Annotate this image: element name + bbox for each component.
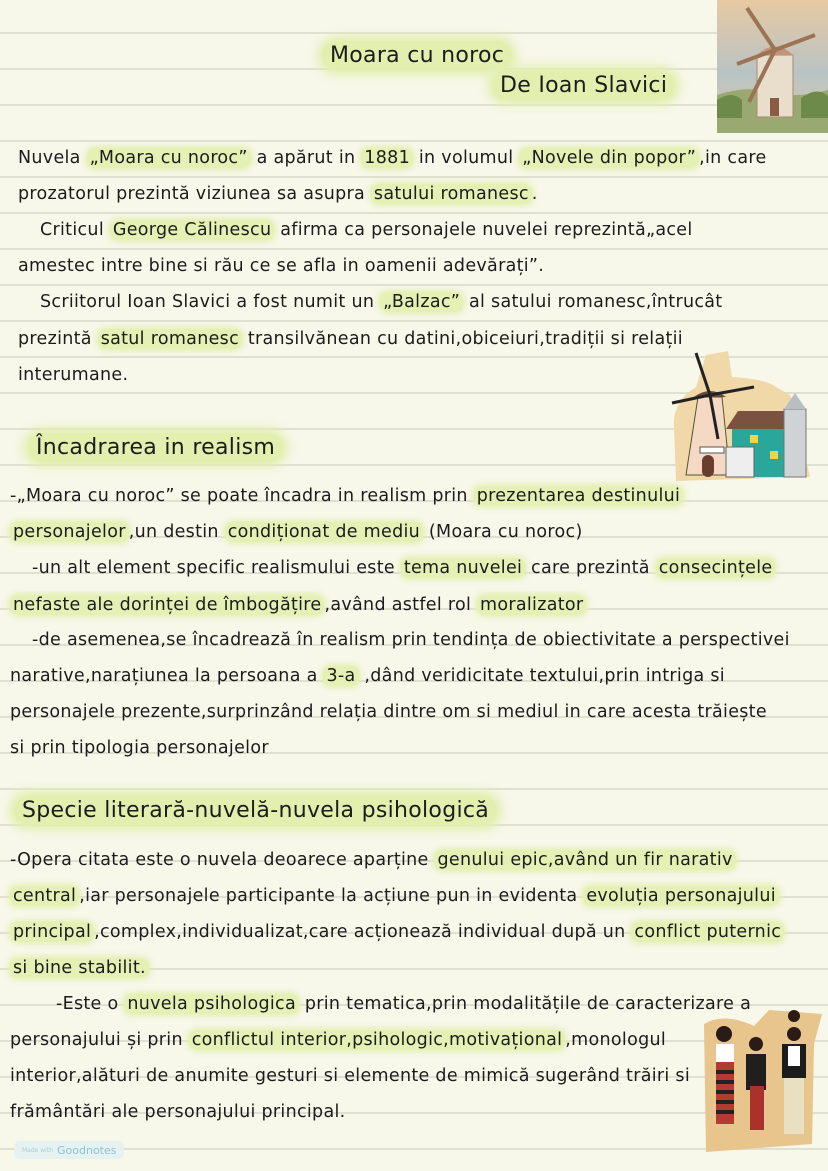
text: ,iar personajele participante la acțiune pun in evidenta: [79, 886, 584, 906]
badge-brand: Goodnotes: [57, 1143, 117, 1157]
realism-line-6: [10, 664, 725, 688]
text: -un alt element specific realismului este: [32, 558, 401, 578]
text: si prin tipologia personajelor: [10, 738, 269, 758]
section-heading-realism: [28, 436, 283, 460]
text: care prezintă: [525, 558, 656, 578]
windmill-painting-image: [717, 0, 828, 133]
intro-line-7: [18, 363, 128, 387]
text: -Este o: [56, 994, 125, 1014]
species-line-7: [10, 1064, 690, 1088]
species-line-6: [10, 1028, 666, 1052]
highlight: genului epic,având un fir narativ: [434, 850, 735, 870]
text: Nuvela: [18, 148, 87, 168]
text: interumane.: [18, 365, 129, 385]
realism-line-8: [10, 736, 269, 760]
highlight: tema nuvelei: [401, 558, 525, 578]
realism-line-2: [10, 520, 583, 544]
text: prin tematica,prin modalitățile de caracterizare a: [298, 994, 752, 1014]
highlight: consecințele: [656, 558, 776, 578]
highlight: satul romanesc: [98, 329, 242, 349]
text: personajului și prin: [10, 1030, 189, 1050]
realism-line-1: [10, 484, 683, 508]
highlight: central: [10, 886, 79, 906]
highlight: prezentarea destinului: [474, 486, 684, 506]
species-line-8: [10, 1100, 346, 1124]
note-title: [322, 44, 512, 68]
text: ,complex,individualizat,care acționează individual după un: [94, 922, 632, 942]
realism-line-5: [32, 628, 790, 652]
traditional-family-sticker: [694, 1004, 824, 1154]
windmill-house-sticker: [666, 347, 816, 483]
highlight: condiționat de mediu: [225, 522, 423, 542]
text: al satului romanesc,întrucât: [463, 292, 723, 312]
highlight: nuvela psihologica: [124, 994, 299, 1014]
text: prozatorul prezintă viziunea sa asupra: [18, 184, 371, 204]
realism-line-3: [32, 556, 775, 580]
author-text: De Ioan Slavici: [492, 71, 675, 100]
text: personajele prezente,surprinzând relația dintre om si mediul in care acesta trăiește: [10, 702, 767, 722]
highlight: „Balzac”: [380, 292, 463, 312]
text: Scriitorul Ioan Slavici a fost numit un: [40, 292, 381, 312]
highlight: „Novele din popor”: [519, 148, 699, 168]
text: in volumul: [413, 148, 520, 168]
species-line-4: [10, 956, 149, 980]
intro-line-6: [18, 327, 683, 351]
highlight: si bine stabilit.: [10, 958, 149, 978]
highlight: moralizator: [477, 595, 586, 615]
species-line-2: [10, 884, 779, 908]
text: .: [531, 184, 538, 204]
species-line-1: [10, 848, 736, 872]
highlight: 3-a: [323, 666, 358, 686]
intro-line-4: [18, 254, 544, 278]
text: transilvănean cu datini,obiceiuri,tradiții si relații: [242, 329, 683, 349]
highlight: „Moara cu noroc”: [87, 148, 251, 168]
text: Criticul: [40, 220, 110, 240]
title-text: Moara cu noroc: [322, 41, 512, 70]
section-heading-species: [14, 799, 497, 823]
realism-line-4: [10, 593, 586, 617]
text: ,monologul: [565, 1030, 667, 1050]
text: ,in care: [699, 148, 767, 168]
intro-line-5: [40, 290, 722, 314]
intro-line-2: [18, 182, 538, 206]
realism-line-7: [10, 700, 767, 724]
species-line-5: [56, 992, 751, 1016]
text: interior,alături de anumite gesturi si elemente de mimică sugerând trăiri si: [10, 1066, 690, 1086]
text: frământări ale personajului principal.: [10, 1102, 346, 1122]
text: ,un destin: [128, 522, 225, 542]
species-line-3: [10, 920, 784, 944]
highlight: personajelor: [10, 522, 129, 542]
text: afirma ca personajele nuvelei reprezintă„acel: [274, 220, 693, 240]
text: amestec intre bine si rău ce se afla in oamenii adevărați”.: [18, 256, 545, 276]
goodnotes-watermark: [14, 1141, 124, 1159]
text: -„Moara cu noroc” se poate încadra in realism prin: [10, 486, 474, 506]
text: -Opera citata este o nuvela deoarece aparține: [10, 850, 435, 870]
heading-text: Încadrarea in realism: [28, 433, 283, 462]
highlight: principal: [10, 922, 94, 942]
text: narative,narațiunea la persoana a: [10, 666, 324, 686]
highlight: conflictul interior,psihologic,motivațional: [189, 1030, 566, 1050]
text: a apărut in: [250, 148, 362, 168]
text: ,având astfel rol: [324, 595, 478, 615]
highlight: conflict puternic: [631, 922, 784, 942]
intro-line-1: [18, 146, 767, 170]
badge-prefix: Made with: [22, 1146, 53, 1154]
highlight: evoluția personajului: [583, 886, 779, 906]
highlight: nefaste ale dorinței de îmbogățire: [10, 595, 324, 615]
highlight: satului romanesc: [371, 184, 532, 204]
text: -de asemenea,se încadrează în realism prin tendința de obiectivitate a perspectivei: [32, 630, 790, 650]
intro-line-3: [40, 218, 693, 242]
highlight: 1881: [361, 148, 413, 168]
text: (Moara cu noroc): [423, 522, 583, 542]
text: ,dând veridicitate textului,prin intriga si: [358, 666, 725, 686]
text: prezintă: [18, 329, 98, 349]
note-author: [492, 74, 675, 98]
heading-text: Specie literară-nuvelă-nuvela psihologică: [14, 796, 497, 825]
highlight: George Călinescu: [110, 220, 275, 240]
